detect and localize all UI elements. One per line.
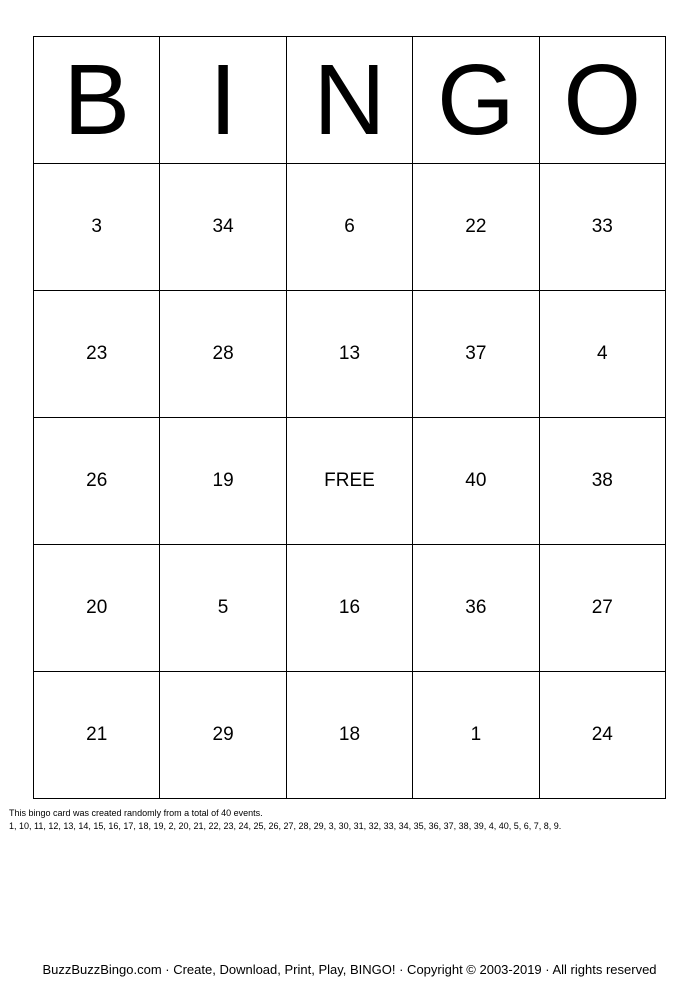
card-cell: 28	[160, 291, 286, 418]
card-cell: 18	[286, 672, 412, 799]
footer-copyright: BuzzBuzzBingo.com · Create, Download, Print, Play, BINGO! · Copyright © 2003-2019 · All rights reserved	[42, 962, 657, 977]
card-cell: 29	[160, 672, 286, 799]
card-row	[34, 672, 666, 799]
card-cell: 36	[413, 545, 539, 672]
card-row	[34, 164, 666, 291]
card-cell: 24	[539, 672, 665, 799]
card-cell: 6	[286, 164, 412, 291]
card-cell: 16	[286, 545, 412, 672]
card-row	[34, 418, 666, 545]
card-cell: 19	[160, 418, 286, 545]
note-event-list: 1, 10, 11, 12, 13, 14, 15, 16, 17, 18, 19, 2, 20, 21, 22, 23, 24, 25, 26, 27, 28, 29, 3, 30, 31, 32, 33, 34, 35, 36, 37, 38, 39, 4, 40, 5, 6, 7, 8, 9.	[9, 821, 562, 831]
card-cell: 13	[286, 291, 412, 418]
card-cell: 38	[539, 418, 665, 545]
card-cell: 4	[539, 291, 665, 418]
card-cell: 21	[34, 672, 160, 799]
card-cell: 40	[413, 418, 539, 545]
card-cell: 1	[413, 672, 539, 799]
card-cell: 26	[34, 418, 160, 545]
card-cell: 33	[539, 164, 665, 291]
header-letter-b: B	[34, 37, 160, 164]
header-letter-n: N	[286, 37, 412, 164]
header-letter-o: O	[539, 37, 665, 164]
card-cell: 22	[413, 164, 539, 291]
card-cell: 3	[34, 164, 160, 291]
header-row	[34, 37, 666, 164]
header-letter-i: I	[160, 37, 286, 164]
card-cell: 20	[34, 545, 160, 672]
card-cell: 23	[34, 291, 160, 418]
free-cell: FREE	[286, 418, 412, 545]
card-note	[9, 807, 561, 833]
card-cell: 37	[413, 291, 539, 418]
note-summary: This bingo card was created randomly from a total of 40 events.	[9, 808, 263, 818]
bingo-card	[33, 36, 666, 799]
card-row	[34, 291, 666, 418]
card-cell: 27	[539, 545, 665, 672]
card-row	[34, 545, 666, 672]
card-cell: 34	[160, 164, 286, 291]
header-letter-g: G	[413, 37, 539, 164]
card-cell: 5	[160, 545, 286, 672]
